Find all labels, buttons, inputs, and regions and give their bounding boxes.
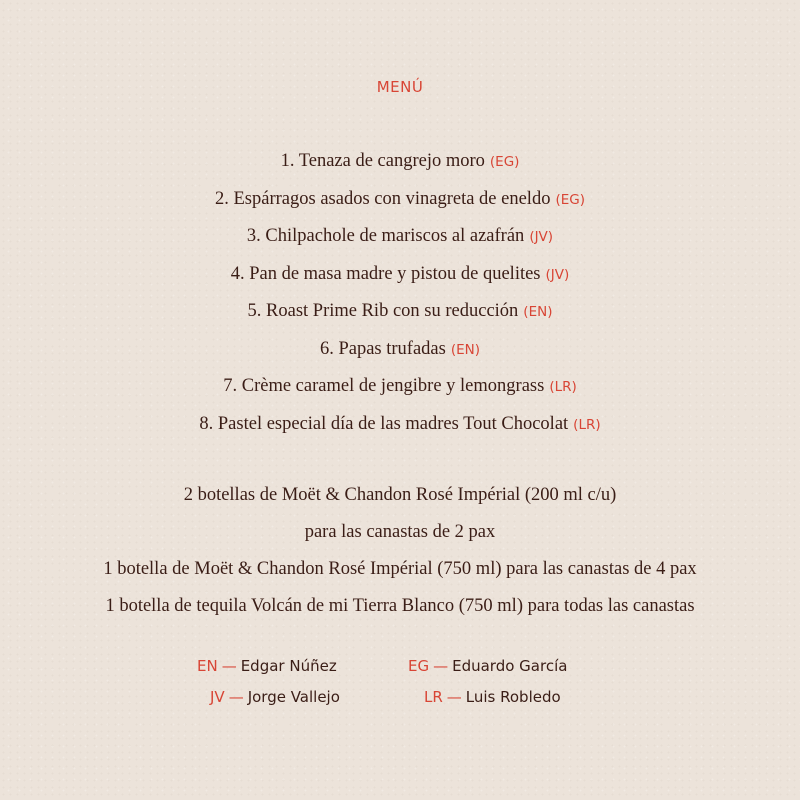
chef-tag: (JV) (529, 229, 554, 245)
legend-separator: — (228, 688, 244, 706)
legend-entry-jv (210, 684, 340, 710)
legend-name: Edgar Núñez (240, 657, 337, 675)
menu-item-text: 7. Crème caramel de jengibre y lemongrass (223, 376, 545, 396)
menu-item (0, 371, 800, 409)
legend-separator: — (433, 657, 449, 675)
menu-item-text: 8. Pastel especial día de las madres Tout Chocolat (199, 413, 569, 434)
legend-code: LR (424, 688, 443, 706)
drinks-section (0, 480, 800, 628)
legend-entry-lr (424, 684, 561, 710)
legend-name: Jorge Vallejo (247, 688, 340, 706)
menu-item-text: 5. Roast Prime Rib con su reducción (247, 301, 519, 321)
menu-item-text: 6. Papas trufadas (319, 338, 446, 359)
drink-line: 1 botella de Moët & Chandon Rosé Impérial (750 ml) para las canastas de 4 pax (103, 559, 697, 579)
legend-code: EN (197, 657, 218, 675)
page-title: MENÚ (376, 78, 424, 96)
legend-entry-eg (408, 653, 567, 679)
chef-tag: (EG) (489, 154, 520, 170)
legend-row (0, 684, 800, 715)
drink-line: 1 botella de tequila Volcán de mi Tierra Blanco (750 ml) para todas las canastas (105, 596, 695, 616)
legend-code: EG (408, 657, 430, 675)
menu-item (0, 146, 800, 184)
legend-separator: — (221, 657, 237, 675)
chef-tag: (LR) (573, 416, 601, 433)
legend-separator: — (446, 688, 462, 706)
menu-item-text: 4. Pan de masa madre y pistou de quelites (230, 263, 541, 284)
menu-item-text: 1. Tenaza de cangrejo moro (280, 151, 485, 171)
chef-tag: (EN) (450, 341, 481, 358)
legend-entry-en (197, 653, 337, 679)
menu-item (0, 409, 800, 447)
menu-item (0, 334, 800, 372)
menu-item (0, 184, 800, 222)
chef-legend (0, 653, 800, 715)
menu-item-text: 2. Espárragos asados con vinagreta de eneldo (215, 188, 551, 209)
drink-line: 2 botellas de Moët & Chandon Rosé Impérial (200 ml c/u) (183, 485, 617, 505)
chef-tag: (EG) (555, 191, 585, 208)
menu-item (0, 259, 800, 297)
menu-list (0, 146, 800, 446)
menu-item (0, 221, 800, 259)
chef-tag: (JV) (545, 266, 570, 283)
drink-line: para las canastas de 2 pax (304, 522, 496, 542)
menu-item (0, 296, 800, 334)
legend-row (0, 653, 800, 684)
legend-code: JV (210, 688, 225, 706)
chef-tag: (LR) (549, 379, 577, 395)
legend-name: Luis Robledo (465, 688, 561, 706)
chef-tag: (EN) (523, 304, 553, 320)
menu-item-text: 3. Chilpachole de mariscos al azafrán (246, 226, 525, 246)
legend-name: Eduardo García (452, 657, 568, 675)
